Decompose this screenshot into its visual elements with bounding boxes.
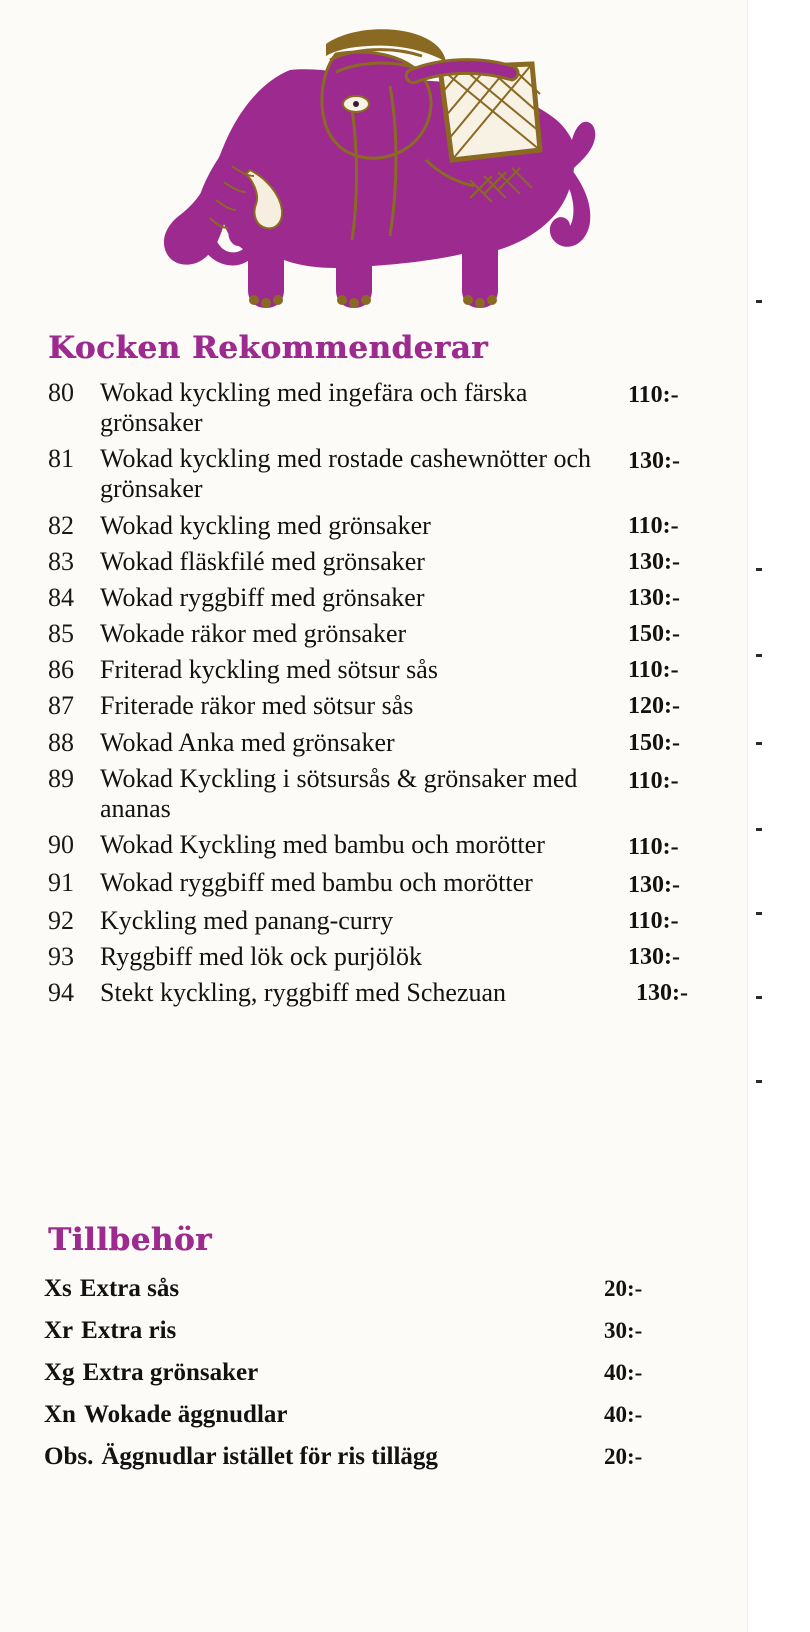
scan-artifact-tick — [756, 996, 762, 999]
menu-item-name: Kyckling med panang-curry — [100, 905, 394, 935]
menu-item-price: 130:- — [628, 548, 680, 575]
menu-item-name: Friterad kyckling med sötsur sås — [100, 655, 438, 685]
menu-item-row — [44, 764, 714, 824]
side-item-code: Xr — [44, 1317, 74, 1344]
menu-list-chef-recommends — [44, 378, 714, 1014]
menu-item-row — [44, 830, 714, 862]
menu-item-number: 84 — [48, 582, 74, 612]
menu-item-row — [44, 906, 714, 936]
side-item-code: Xg — [44, 1359, 75, 1386]
menu-item-name: Friterade räkor med sötsur sås — [100, 691, 414, 721]
side-item-name: Extra grönsaker — [82, 1359, 259, 1386]
menu-item-price: 110:- — [628, 907, 679, 934]
side-item-code: Obs. — [44, 1443, 94, 1470]
side-item-price: 40:- — [604, 1402, 643, 1427]
menu-item-price: 120:- — [628, 693, 680, 720]
menu-item-number: 89 — [48, 763, 74, 793]
side-item-price: 40:- — [604, 1360, 643, 1385]
menu-item-number: 80 — [48, 378, 74, 407]
menu-item-number: 81 — [48, 444, 74, 474]
menu-item-number: 87 — [48, 691, 74, 721]
scan-artifact-tick — [756, 568, 762, 571]
menu-item-name: Wokade räkor med grönsaker — [100, 619, 407, 649]
menu-item-row — [44, 728, 714, 758]
menu-item-name: Wokad kyckling med ingefära och färska grönsaker — [100, 378, 528, 438]
menu-item-number: 86 — [48, 655, 74, 685]
menu-item-name: Wokad kyckling med grönsaker — [100, 510, 431, 540]
side-item-row — [44, 1443, 714, 1471]
menu-item-price: 150:- — [628, 621, 680, 648]
menu-item-number: 91 — [48, 867, 74, 897]
scan-artifact-tick — [756, 654, 762, 657]
scan-artifact-tick — [756, 912, 762, 915]
menu-item-name: Wokad Anka med grönsaker — [100, 727, 395, 757]
side-item-price: 20:- — [604, 1276, 643, 1301]
menu-item-number: 93 — [48, 941, 74, 971]
menu-item-name: Wokad kyckling med rostade cashewnötter och grönsaker — [100, 444, 592, 504]
menu-item-price: 110:- — [628, 382, 679, 408]
menu-item-name: Wokad ryggbiff med bambu och morötter — [100, 867, 533, 897]
menu-item-number: 82 — [48, 510, 74, 540]
menu-item-row — [44, 378, 714, 438]
menu-item-price: 150:- — [628, 729, 680, 756]
menu-item-name: Wokad Kyckling med bambu och morötter — [100, 830, 545, 860]
menu-item-row — [44, 511, 714, 541]
menu-item-number: 83 — [48, 546, 74, 576]
side-item-name: Extra sås — [79, 1275, 180, 1302]
menu-item-row — [44, 444, 714, 504]
menu-item-price: 130:- — [628, 943, 680, 970]
menu-item-name: Wokad ryggbiff med grönsaker — [100, 582, 425, 612]
scan-artifact-tick — [756, 828, 762, 831]
side-item-price: 20:- — [604, 1444, 643, 1469]
scan-artifact-tick — [756, 742, 762, 745]
side-item-name: Äggnudlar istället för ris tillägg — [101, 1443, 438, 1470]
menu-item-name: Ryggbiff med lök ock purjölök — [100, 941, 423, 971]
side-item-row — [44, 1317, 714, 1345]
menu-item-row — [44, 691, 714, 721]
menu-item-price: 110:- — [628, 834, 679, 861]
menu-item-row — [44, 868, 714, 900]
menu-item-number: 85 — [48, 619, 74, 649]
menu-item-number: 90 — [48, 830, 74, 860]
menu-item-row — [44, 978, 714, 1008]
menu-item-name: Stekt kyckling, ryggbiff med Schezuan — [100, 978, 507, 1007]
side-item-name: Wokade äggnudlar — [83, 1401, 288, 1428]
side-item-code: Xs — [44, 1275, 72, 1302]
menu-item-row — [44, 655, 714, 685]
side-item-row — [44, 1359, 714, 1387]
menu-item-price: 110:- — [628, 767, 679, 794]
section-title-sides: Tillbehör — [48, 1222, 212, 1258]
side-item-row — [44, 1275, 714, 1303]
menu-item-row — [44, 942, 714, 972]
menu-list-sides — [44, 1275, 714, 1485]
menu-item-name: Wokad Kyckling i sötsursås & grönsaker med ananas — [100, 763, 578, 823]
section-title-chef-recommends: Kocken Rekommenderar — [48, 330, 489, 366]
side-item-row — [44, 1401, 714, 1429]
menu-item-number: 94 — [48, 978, 74, 1007]
scan-artifact-tick — [756, 300, 762, 303]
menu-item-number: 92 — [48, 905, 74, 935]
menu-item-row — [44, 619, 714, 649]
menu-item-row — [44, 547, 714, 577]
side-item-code: Xn — [44, 1401, 76, 1428]
menu-item-price: 130:- — [628, 448, 680, 475]
menu-item-name: Wokad fläskfilé med grönsaker — [100, 546, 425, 576]
menu-item-price: 130:- — [628, 584, 680, 611]
side-item-name: Extra ris — [81, 1317, 177, 1344]
page-right-margin — [747, 0, 810, 1632]
menu-item-price: 110:- — [628, 657, 679, 684]
menu-item-row — [44, 583, 714, 613]
menu-item-price: 130:- — [636, 980, 688, 1006]
menu-item-number: 88 — [48, 727, 74, 757]
side-item-price: 30:- — [604, 1318, 643, 1343]
decorative-elephant-illustration — [140, 10, 610, 320]
menu-item-price: 110:- — [628, 512, 679, 539]
scan-artifact-tick — [756, 1080, 762, 1083]
menu-item-price: 130:- — [628, 871, 680, 898]
